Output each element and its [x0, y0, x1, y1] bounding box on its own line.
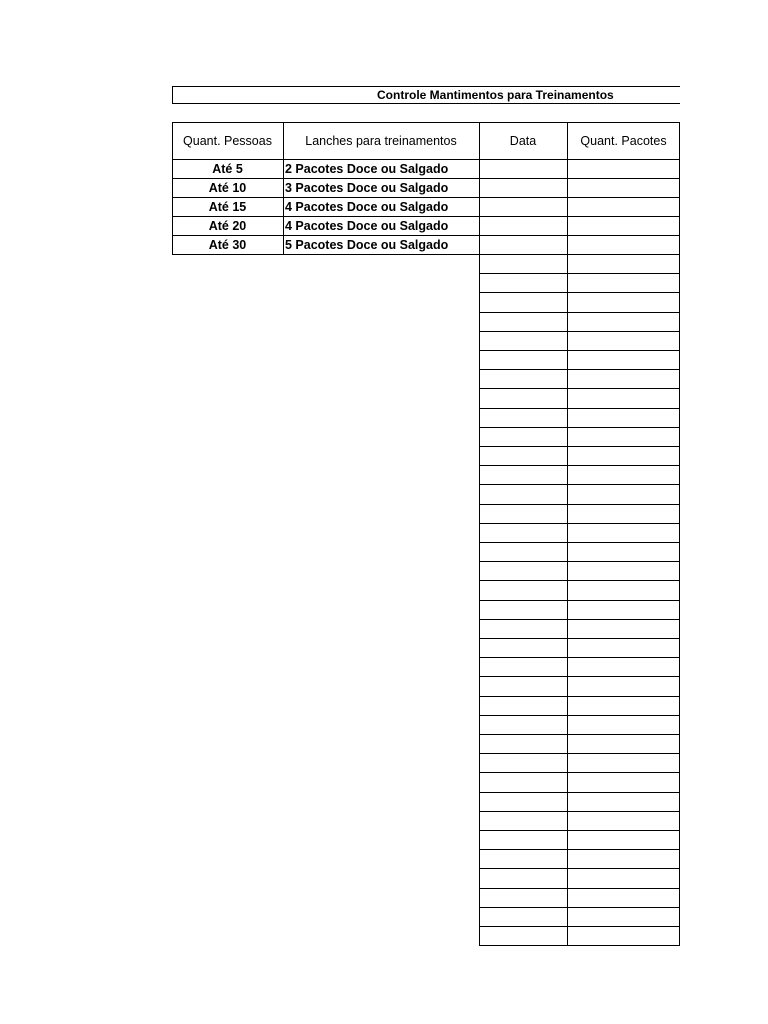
- grid-line: [479, 446, 680, 447]
- grid-line: [479, 122, 480, 946]
- grid-line: [479, 811, 680, 812]
- grid-line: [172, 254, 680, 255]
- grid-line: [479, 504, 680, 505]
- grid-line: [283, 122, 284, 255]
- grid-line: [479, 273, 680, 274]
- grid-line: [479, 580, 680, 581]
- grid-line: [479, 369, 680, 370]
- grid-line: [479, 331, 680, 332]
- grid-line: [479, 600, 680, 601]
- grid-line: [479, 292, 680, 293]
- grid-line: [479, 792, 680, 793]
- row-lanche: 3 Pacotes Doce ou Salgado: [285, 181, 449, 195]
- row-lanche: 5 Pacotes Doce ou Salgado: [285, 238, 449, 252]
- grid-line: [172, 235, 680, 236]
- grid-line: [479, 427, 680, 428]
- grid-line: [479, 523, 680, 524]
- grid-line: [479, 868, 680, 869]
- grid-line: [479, 676, 680, 677]
- grid-line: [479, 734, 680, 735]
- grid-line: [479, 312, 680, 313]
- row-lanche: 2 Pacotes Doce ou Salgado: [285, 162, 449, 176]
- grid-line: [479, 619, 680, 620]
- grid-line: [679, 122, 680, 946]
- grid-line: [479, 657, 680, 658]
- grid-line: [479, 715, 680, 716]
- grid-line: [479, 388, 680, 389]
- header-quant-pacotes: Quant. Pacotes: [580, 134, 667, 148]
- grid-line: [479, 849, 680, 850]
- grid-line: [479, 408, 680, 409]
- grid-line: [172, 122, 173, 255]
- grid-line: [479, 561, 680, 562]
- grid-line: [172, 197, 680, 198]
- row-pessoas: Até 5: [212, 162, 243, 176]
- grid-line: [172, 216, 680, 217]
- row-pessoas: Até 20: [208, 219, 247, 233]
- row-pessoas: Até 30: [208, 238, 247, 252]
- grid-line: [479, 753, 680, 754]
- grid-line: [479, 772, 680, 773]
- header-lanches: Lanches para treinamentos: [305, 134, 457, 148]
- row-pessoas: Até 10: [208, 181, 247, 195]
- grid-line: [479, 907, 680, 908]
- row-lanche: 4 Pacotes Doce ou Salgado: [285, 200, 449, 214]
- grid-line: [479, 926, 680, 927]
- grid-line: [479, 638, 680, 639]
- grid-line: [172, 159, 680, 160]
- grid-line: [172, 178, 680, 179]
- grid-line: [479, 696, 680, 697]
- header-quant-pessoas: Quant. Pessoas: [183, 134, 272, 148]
- grid-line: [479, 350, 680, 351]
- grid-line: [567, 122, 568, 946]
- grid-line: [479, 830, 680, 831]
- sheet-title-text: Controle Mantimentos para Treinamentos: [377, 88, 614, 102]
- grid-line: [479, 888, 680, 889]
- row-pessoas: Até 15: [208, 200, 247, 214]
- row-lanche: 4 Pacotes Doce ou Salgado: [285, 219, 449, 233]
- grid-line: [172, 122, 680, 123]
- grid-line: [479, 945, 680, 946]
- grid-line: [479, 542, 680, 543]
- header-data: Data: [509, 134, 537, 148]
- grid-line: [479, 465, 680, 466]
- grid-line: [479, 484, 680, 485]
